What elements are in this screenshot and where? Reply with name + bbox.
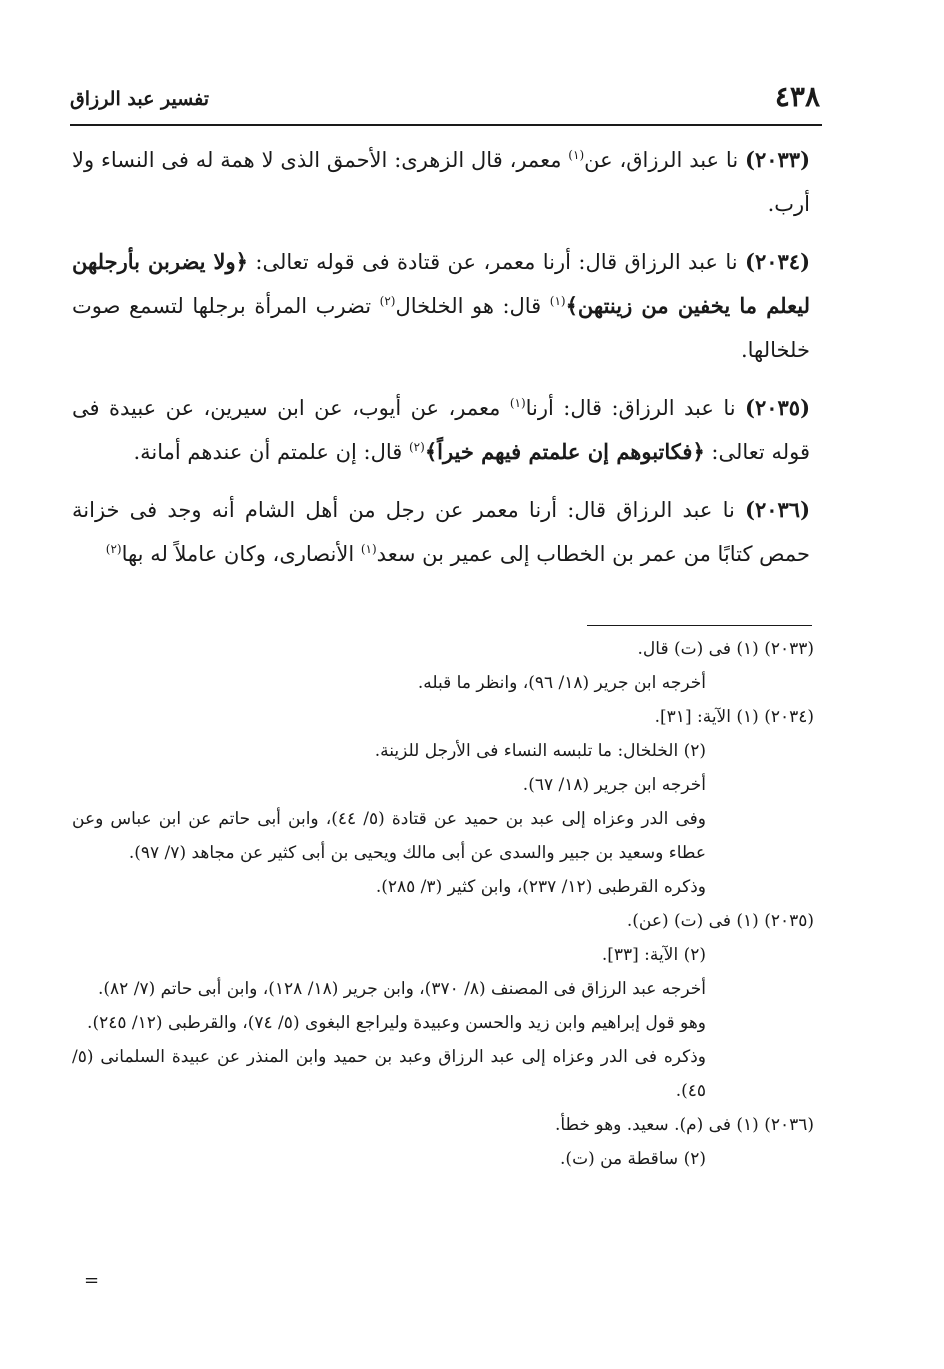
footnote-line: (٢) الآية: [٣٣]. xyxy=(601,945,706,965)
paragraph-text: نا عبد الرزاق: قال: أرنا xyxy=(525,396,745,420)
page-number: ٤٣٨ xyxy=(774,80,820,113)
quran-quote: ﴿ولا يضربن بأرجلهن ليعلم ما يخفين من زينتهن﴾ xyxy=(72,249,810,318)
paragraph-text: نا عبد الرزاق، عن xyxy=(584,148,746,172)
footnote-ref: (٢) xyxy=(379,294,396,308)
continuation-mark: = xyxy=(84,1270,100,1291)
paragraph-text: الأنصارى، وكان عاملاً له بها xyxy=(121,542,361,566)
paragraph-2034 xyxy=(72,240,810,372)
footnote-line: أخرجه ابن جرير (١٨/ ٩٦)، وانظر ما قبله. xyxy=(417,673,706,693)
paragraph-2036 xyxy=(72,488,810,576)
footnote-line: وذكره فى الدر وعزاه إلى عبد الرزاق وعبد بن حميد وابن المنذر عن عبيدة السلمانى (٥/ ٤٥). xyxy=(72,1047,706,1101)
hadith-number: (٢٠٣٤) xyxy=(745,249,810,274)
running-title: تفسير عبد الرزاق xyxy=(70,88,210,110)
paragraph-text: معمر، قال الزهرى: الأحمق الذى لا همة له فى النساء ولا أرب. xyxy=(72,148,810,216)
main-text xyxy=(72,138,810,590)
hadith-number: (٢٠٣٦) xyxy=(745,497,810,522)
footnote-line: أخرجه عبد الرزاق فى المصنف (٨/ ٣٧٠)، وابن جرير (١٨/ ١٢٨)، وابن أبى حاتم (٧/ ٨٢). xyxy=(97,979,706,999)
footnote-line: وفى الدر وعزاه إلى عبد بن حميد عن قتادة (٥/ ٤٤)، وابن أبى حاتم عن ابن عباس وعن عطاء وسعيد بن جبير والسدى عن أبى مالك ويحيى بن أبى كثير عن مجاهد (٧/ ٩٧). xyxy=(72,809,706,863)
footnote-ref: (١) xyxy=(568,148,585,162)
footnote-line: (٢٠٣٣) (١) فى (ت) قال. xyxy=(637,639,814,659)
paragraph-2033 xyxy=(72,138,810,226)
paragraph-text: قال: هو الخلخال xyxy=(395,294,550,318)
footnote-ref: (١) xyxy=(549,294,566,308)
footnote-separator xyxy=(587,625,812,626)
footnote-line: وذكره القرطبى (١٢/ ٢٣٧)، وابن كثير (٣/ ٢٨٥). xyxy=(375,877,706,897)
header-rule xyxy=(70,124,822,126)
paragraph-2035 xyxy=(72,386,810,474)
footnote-ref: (١) xyxy=(360,542,377,556)
footnote-ref: (٢) xyxy=(105,542,122,556)
footnote-ref: (١) xyxy=(509,396,526,410)
paragraph-text: نا عبد الرزاق قال: أرنا معمر، عن قتادة فى قوله تعالى: xyxy=(247,250,745,274)
footnote-line: وهو قول إبراهيم وابن زيد والحسن وعبيدة وليراجع البغوى (٥/ ٧٤)، والقرطبى (١٢/ ٢٤٥). xyxy=(87,1013,706,1033)
paragraph-text: نا عبد الرزاق قال: أرنا معمر عن رجل من أهل الشام أنه وجد فى خزانة حمص كتابًا من عمر بن الخطاب إلى عمير بن سعد xyxy=(72,498,810,566)
footnote-line: (٢) ساقطة من (ت). xyxy=(560,1149,706,1169)
footnotes xyxy=(72,632,814,1176)
hadith-number: (٢٠٣٥) xyxy=(745,395,810,420)
footnote-line: (٢٠٣٥) (١) فى (ت) (عن). xyxy=(626,911,814,931)
quran-quote: ﴿فكاتبوهم إن علمتم فيهم خيراً﴾ xyxy=(424,439,705,464)
paragraph-text: قال: إن علمتم أن عندهم أمانة. xyxy=(133,440,409,464)
paragraph-text: تضرب المرأة برجلها لتسمع صوت خلخالها. xyxy=(72,294,810,362)
paragraph-text: معمر، عن أيوب، عن ابن سيرين، عن عبيدة فى قوله تعالى: xyxy=(72,396,810,464)
page-header xyxy=(70,80,820,120)
footnote-line: (٢٠٣٤) (١) الآية: [٣١]. xyxy=(654,707,814,727)
footnote-ref: (٢) xyxy=(408,440,425,454)
footnote-line: (٢٠٣٦) (١) فى (م). سعيد. وهو خطأ. xyxy=(554,1115,814,1135)
footnote-line: (٢) الخلخال: ما تلبسه النساء فى الأرجل للزينة. xyxy=(374,741,706,761)
footnote-line: أخرجه ابن جرير (١٨/ ٦٧). xyxy=(522,775,706,795)
hadith-number: (٢٠٣٣) xyxy=(745,147,811,172)
